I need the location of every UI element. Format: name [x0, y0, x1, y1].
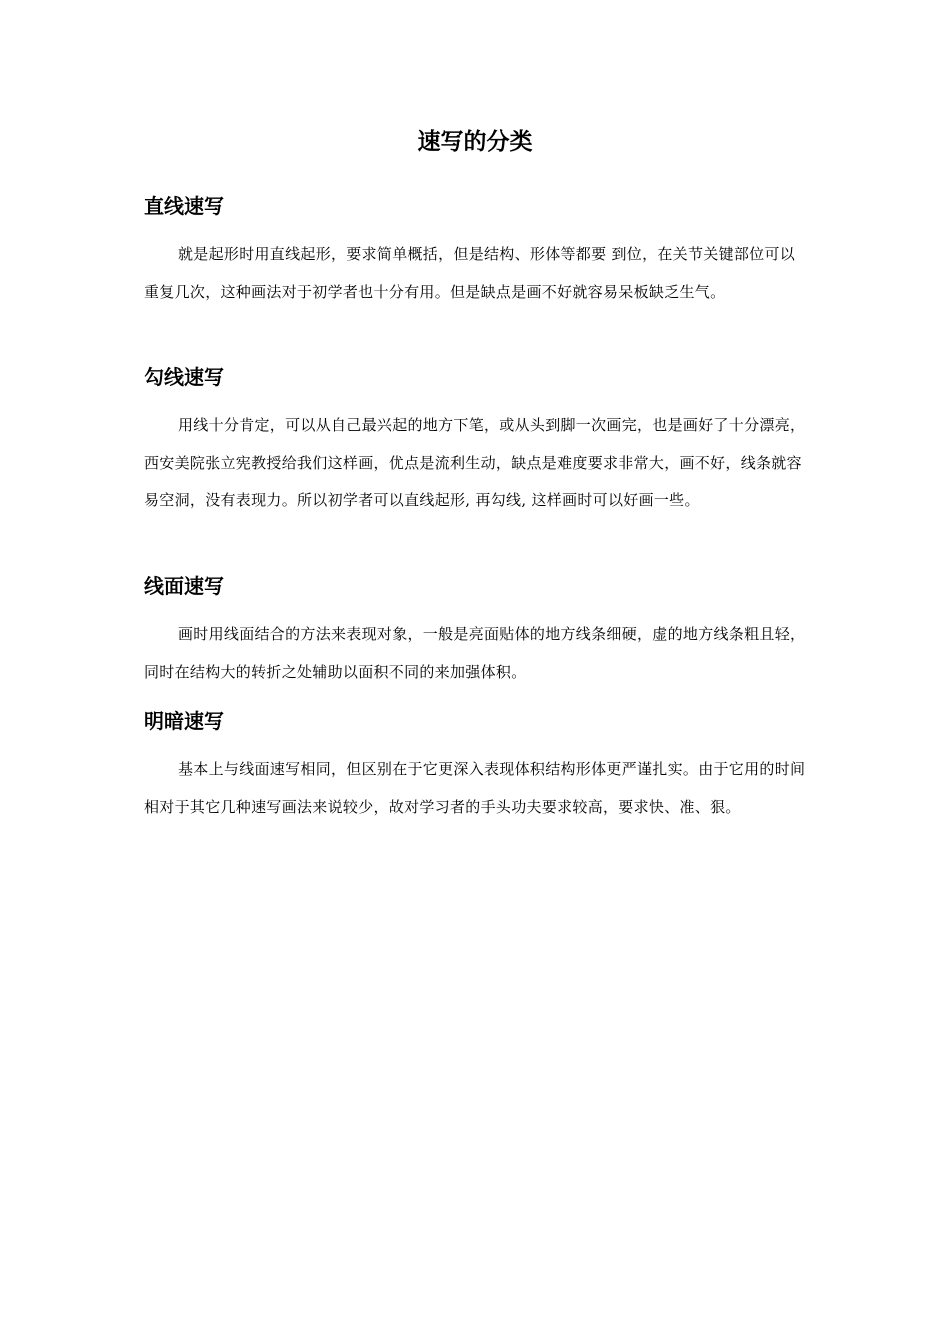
section-paragraph-line-and-plane: 画时用线面结合的方法来表现对象，一般是亮面贴体的地方线条细硬，虚的地方线条粗且轻，同时在结构大的转折之处辅助以面积不同的来加强体积。 [144, 625, 806, 681]
section-paragraph-light-and-shade: 基本上与线面速写相同，但区别在于它更深入表现体积结构形体更严谨扎实。由于它用的时间相对于其它几种速写画法来说较少，故对学习者的手头功夫要求较高，要求快、准、狠。 [144, 760, 806, 816]
document-title: 速写的分类 [417, 129, 533, 155]
section-heading-contour-line: 勾线速写 [144, 365, 224, 389]
section-heading-light-and-shade: 明暗速写 [144, 709, 224, 733]
section-paragraph-contour-line: 用线十分肯定，可以从自己最兴起的地方下笔，或从头到脚一次画完，也是画好了十分漂亮，西安美院张立宪教授给我们这样画，优点是流利生动，缺点是难度要求非常大，画不好，线条就容易空洞，没有表现力。所以初学者可以直线起形, 再勾线, 这样画时可以好画一些。 [144, 416, 806, 509]
section-paragraph-straight-line: 就是起形时用直线起形，要求简单概括，但是结构、形体等都要 到位，在关节关键部位可以重复几次，这种画法对于初学者也十分有用。但是缺点是画不好就容易呆板缺乏生气。 [144, 245, 796, 301]
section-heading-line-and-plane: 线面速写 [144, 574, 224, 598]
section-heading-straight-line: 直线速写 [144, 194, 224, 218]
